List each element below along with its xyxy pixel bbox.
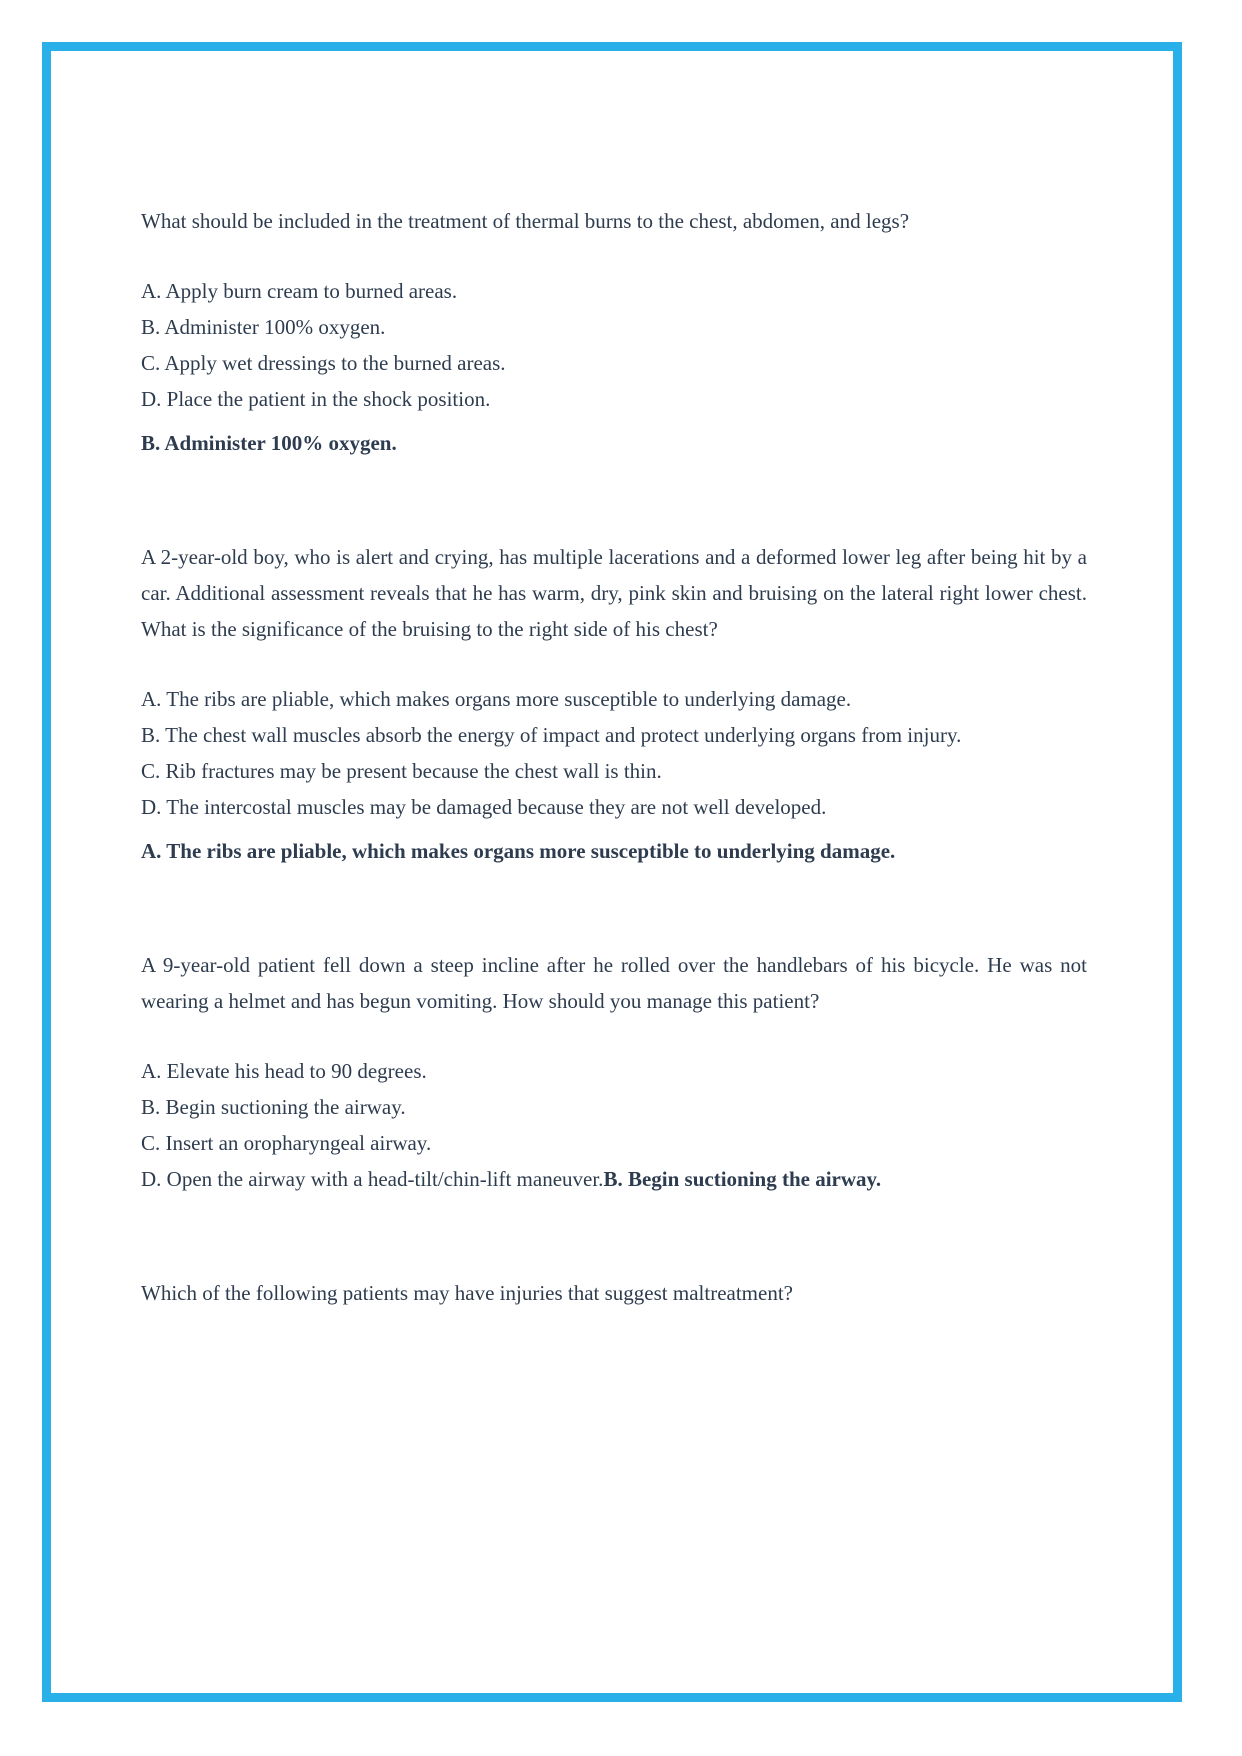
option-c: C. Rib fractures may be present because the chest wall is thin. [141, 759, 662, 783]
question-text: Which of the following patients may have injuries that suggest maltreatment? [141, 1281, 793, 1305]
option-c: C. Insert an oropharyngeal airway. [141, 1131, 432, 1155]
option-d: D. Place the patient in the shock position. [141, 387, 491, 411]
question-block-1 [141, 203, 1087, 461]
option-b: B. Begin suctioning the airway. [141, 1095, 406, 1119]
question-block-4 [141, 1275, 1087, 1311]
answer-text: B. Begin suctioning the airway. [603, 1167, 882, 1191]
option-a: A. The ribs are pliable, which makes organs more susceptible to underlying damage. [141, 687, 852, 711]
answer-text: A. The ribs are pliable, which makes organs more susceptible to underlying damage. [141, 839, 896, 863]
question-block-3 [141, 947, 1087, 1197]
question-text: A 2-year-old boy, who is alert and crying, has multiple lacerations and a deformed lower leg after being hit by a car. Additional assessment reveals that he has warm, dry, pink skin and bruising on the lateral right lower chest. What is the significance of the bruising to the right side of his chest? [141, 545, 1087, 641]
options-list [141, 273, 1087, 417]
question-block-2 [141, 539, 1087, 869]
option-a: A. Apply burn cream to burned areas. [141, 279, 458, 303]
question-text: A 9-year-old patient fell down a steep incline after he rolled over the handlebars of his bicycle. He was not wearing a helmet and has begun vomiting. How should you manage this patient? [141, 953, 1087, 1013]
options-list [141, 1053, 1087, 1197]
document-content [51, 51, 1173, 1351]
option-b: B. Administer 100% oxygen. [141, 315, 386, 339]
options-list [141, 681, 1087, 825]
option-a: A. Elevate his head to 90 degrees. [141, 1059, 427, 1083]
option-c: C. Apply wet dressings to the burned areas. [141, 351, 506, 375]
option-d: D. The intercostal muscles may be damaged because they are not well developed. [141, 795, 827, 819]
page-border-frame [42, 42, 1182, 1702]
answer-text: B. Administer 100% oxygen. [141, 431, 397, 455]
question-text: What should be included in the treatment of thermal burns to the chest, abdomen, and legs? [141, 209, 910, 233]
option-b: B. The chest wall muscles absorb the energy of impact and protect underlying organs from injury. [141, 723, 962, 747]
option-d: D. Open the airway with a head-tilt/chin-lift maneuver. [141, 1167, 604, 1191]
option-d-with-answer [141, 1161, 1087, 1197]
